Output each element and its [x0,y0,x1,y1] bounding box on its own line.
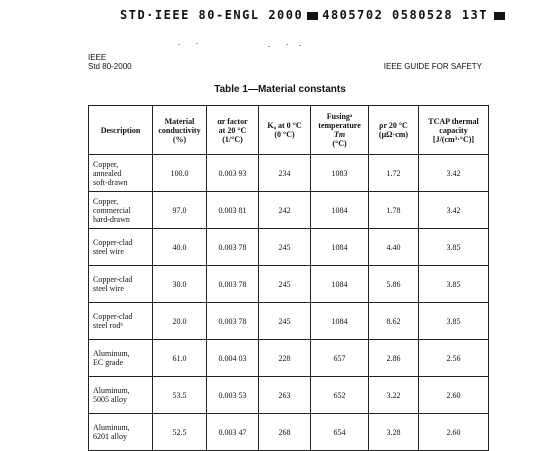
cell-fusing: 1084 [311,303,369,340]
scan-speck [286,44,288,45]
cell-k0: 263 [259,377,311,414]
cell-conductivity: 20.0 [153,303,207,340]
table-row [89,266,489,303]
redaction-block [307,12,318,20]
cell-rho: 2.86 [369,340,419,377]
cell-conductivity: 97.0 [153,192,207,229]
cell-fusing: 1084 [311,229,369,266]
material-description: Aluminum, EC grade [89,340,153,377]
col-alpha: αr factor at 20 °C (1/°C) [207,106,259,155]
redaction-block [494,12,505,20]
table-title: Table 1—Material constants [214,84,346,95]
col-description: Description [89,106,153,155]
material-constants-table [88,105,489,451]
cell-k0: 242 [259,192,311,229]
cell-tcap: 3.85 [419,229,489,266]
cell-rho: 5.86 [369,266,419,303]
cell-rho: 4.40 [369,229,419,266]
cell-fusing: 652 [311,377,369,414]
cell-rho: 3.22 [369,377,419,414]
table-row [89,303,489,340]
cell-conductivity: 30.0 [153,266,207,303]
col-fusing-temperature: Fusingᵃ temperature Tm (°C) [311,106,369,155]
cell-alpha: 0.003 78 [207,229,259,266]
material-description: Copper-clad steel wire [89,229,153,266]
material-description: Copper, annealed soft-drawn [89,155,153,192]
cell-alpha: 0.003 53 [207,377,259,414]
cell-k0: 228 [259,340,311,377]
cell-conductivity: 40.0 [153,229,207,266]
cell-k0: 234 [259,155,311,192]
cell-alpha: 0.003 78 [207,303,259,340]
table-row [89,340,489,377]
table-row [89,192,489,229]
cell-k0: 245 [259,303,311,340]
cell-alpha: 0.003 47 [207,414,259,451]
table-row [89,229,489,266]
scan-speck [196,43,198,44]
table-row [89,377,489,414]
doc-number: 4805702 0580528 13T [322,8,488,22]
scan-speck [299,45,301,46]
cell-k0: 245 [259,229,311,266]
table-header-row [89,106,489,155]
cell-tcap: 2.56 [419,340,489,377]
cell-tcap: 3.42 [419,192,489,229]
col-k0: K₀ at 0 °C (0 °C) [259,106,311,155]
material-description: Copper-clad steel wire [89,266,153,303]
cell-alpha: 0.003 78 [207,266,259,303]
cell-conductivity: 100.0 [153,155,207,192]
cell-fusing: 1084 [311,192,369,229]
cell-tcap: 3.42 [419,155,489,192]
col-conductivity: Material conductivity (%) [153,106,207,155]
cell-fusing: 1084 [311,266,369,303]
cell-fusing: 1083 [311,155,369,192]
cell-rho: 3.28 [369,414,419,451]
cell-fusing: 657 [311,340,369,377]
cell-rho: 1.72 [369,155,419,192]
cell-conductivity: 52.5 [153,414,207,451]
cell-tcap: 3.85 [419,266,489,303]
table-body [89,155,489,451]
std-number: Std 80-2000 [88,62,132,71]
cell-k0: 245 [259,266,311,303]
ieee-label: IEEE [88,53,107,62]
cell-conductivity: 53.5 [153,377,207,414]
cell-tcap: 3.85 [419,303,489,340]
cell-alpha: 0.004 03 [207,340,259,377]
table-row [89,155,489,192]
cell-conductivity: 61.0 [153,340,207,377]
running-title: IEEE GUIDE FOR SAFETY [383,62,482,71]
document-header [120,8,509,22]
material-description: Copper, commercial hard-drawn [89,192,153,229]
std-code: STD·IEEE 80-ENGL 2000 [120,8,304,22]
scan-speck [268,46,270,47]
material-description: Copper-clad steel rodᵇ [89,303,153,340]
col-resistivity: ρr 20 °C (μΩ·cm) [369,106,419,155]
cell-fusing: 654 [311,414,369,451]
ieee-std-label [88,53,132,71]
cell-k0: 268 [259,414,311,451]
cell-rho: 1.78 [369,192,419,229]
scan-speck [178,44,180,45]
material-description: Aluminum, 5005 alloy [89,377,153,414]
cell-tcap: 2.60 [419,377,489,414]
table-row [89,414,489,451]
cell-alpha: 0.003 81 [207,192,259,229]
col-tcap: TCAP thermal capacity [J/(cm³·°C)] [419,106,489,155]
cell-rho: 8.62 [369,303,419,340]
material-description: Aluminum, 6201 alloy [89,414,153,451]
cell-alpha: 0.003 93 [207,155,259,192]
cell-tcap: 2.60 [419,414,489,451]
